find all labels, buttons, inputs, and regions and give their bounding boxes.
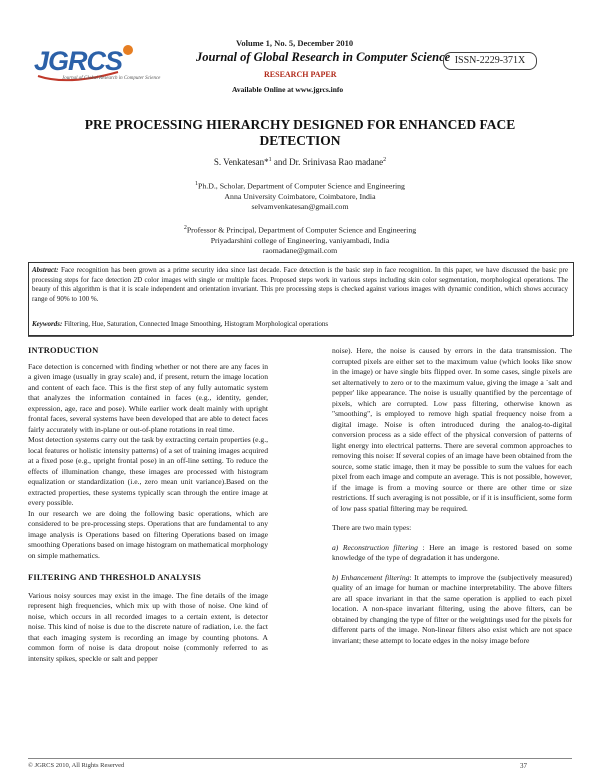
- paragraph: Most detection systems carry out the task by extracting certain properties (e.g., local features or holistic intensity patterns) of a set of training images acquired at a fixed pose (e.g., upright frontal pose) in an off-line setting. To reduce the effects of illumination change, these images are processed with histogram equalization or standardization (i.e., zero mean unit variance).Based on the extracted properties, these systems typically scan through the entire image at every possible.: [28, 435, 268, 507]
- online-availability: Available Online at www.jgrcs.info: [232, 85, 344, 94]
- enhancement-text: : It attempts to improve the (subjectively measured) quality of an image for human or machine interpretability. The above filters are all space invariant in that the same operation is applied to each pixel location. A non-space invariant filtering, using the above filters, can be obtained by changing the type of filter or the weightings used for the pixels for different parts of the image. Non-linear filters also exist which are not space invariant; these attempt to locate edges in the noisy image before: [332, 572, 572, 645]
- logo-wordmark: JGRCS: [34, 46, 123, 76]
- author-line: [100, 157, 500, 167]
- paragraph: In our research we are doing the following basic operations, which are considered to be pre-processing steps. Operations that are fundamental to any image analysis is Operations based on filtering Operations based on image smoothing Operations based on image histogram on mathematical morphology on simple mathematics.: [28, 508, 269, 560]
- aff-1-dept: Ph.D., Scholar, Department of Computer Science and Engineering: [198, 181, 405, 191]
- logo-tagline: Journal of Global Research in Computer Science: [62, 76, 161, 81]
- volume-info: Volume 1, No. 5, December 2010: [236, 38, 354, 48]
- aff-2-email: raomadane@gmail.com: [262, 245, 338, 255]
- aff-2-institution: Priyadarshini college of Engineering, vaniyambadi, India: [210, 235, 390, 245]
- author-1: S. Venkatesan*: [213, 157, 269, 167]
- keywords-text: Filtering, Hue, Saturation, Connected Image Smoothing, Histogram Morphological operations: [62, 320, 329, 328]
- section-heading-filtering: FILTERING AND THRESHOLD ANALYSIS: [28, 572, 202, 582]
- issn-badge: ISSN-2229-371X: [443, 52, 537, 70]
- page-number: 37: [520, 762, 527, 770]
- author-separator: and Dr. Srinivasa Rao madane: [271, 157, 384, 167]
- abstract-text: Face recognition has been grown as a prime security idea since last decade. Face detection is the basic step in face recognition. In this paper, we have discussed the basic pre processing steps for face detection 2D color images with single or multiple faces. Proposed steps work in various steps including skin color segmentation, morphological operations. The beauty of this algorithm is that it is scale independent and orientation invariant. This pre processing steps is checked against various images with dynamic condition, which shows accuracy range of 90% to 100 %.: [32, 266, 568, 303]
- affiliation-2: [80, 223, 520, 256]
- reconstruction-text: : Here an image is restored based on some knowledge of the type of degradation it has undergone.: [332, 542, 572, 562]
- paragraph: [332, 573, 572, 647]
- abstract-label: Abstract:: [32, 266, 59, 274]
- author-1-sup: 1: [268, 157, 272, 163]
- paper-type: RESEARCH PAPER: [264, 70, 337, 79]
- paragraph: [332, 543, 572, 564]
- paragraph: Various noisy sources may exist in the image. The fine details of the image represent high frequencies, which mix up with those of noise. One kind of noise, which occurs in all recorded images to a certain extent, is detector noise. This kind of noise is due to the discrete nature of radiation, i.e. the fact that each imaging system is recording an image by counting photons. A common form of noise is data dropout noise (commonly referred to as intensity spikes, speckle or salt and pepper: [28, 590, 268, 663]
- paper-title: PRE PROCESSING HIERARCHY DESIGNED FOR ENHANCED FACE DETECTION: [84, 117, 516, 148]
- enhancement-label: b) Enhancement filtering: [332, 572, 410, 582]
- aff-1-email: selvamvenkatesan@gmail.com: [251, 201, 349, 211]
- section-heading-introduction: INTRODUCTION: [28, 345, 99, 355]
- divider: [28, 336, 572, 337]
- author-2-sup: 2: [383, 157, 387, 163]
- affiliation-1: [80, 179, 520, 212]
- paragraph: There are two main types:: [332, 523, 412, 532]
- paragraph: Face detection is concerned with finding whether or not there are any faces in a given image (usually in gray scale) and, if present, return the image location and content of each face. This is the first step of any fully automatic system that analyzes the information contained in faces (e.g., identity, gender, expression, age, race and pose). While earlier work dealt mainly with upright frontal faces, several systems have been developed that are able to detect faces fairly accurately with in-plane or out-of-plane rotations in real time.: [28, 361, 268, 434]
- keywords-label: Keywords:: [32, 320, 63, 328]
- aff-1-institution: Anna University Coimbatore, Coimbatore, India: [224, 191, 376, 201]
- aff-2-dept: Professor & Principal, Department of Computer Science and Engineering: [186, 225, 417, 235]
- right-column: [332, 346, 572, 646]
- journal-name: Journal of Global Research in Computer Science: [196, 50, 451, 64]
- abstract: [32, 266, 568, 304]
- copyright: © JGRCS 2010, All Rights Reserved: [28, 762, 125, 769]
- paragraph: noise). Here, the noise is caused by errors in the data transmission. The corrupted pixels are either set to the maximum value (which looks like snow in the image) or have single bits flipped over. In some cases, single pixels are set alternatively to zero or to the maximum value, giving the image a `salt and pepper' like appearance. The noise is usually quantified by the percentage of pixels, which are corrupted. Low pass filtering, otherwise known as "smoothing", is employed to remove high spatial frequency noise from a digital image. Noise is often introduced during the analog-to-digital conversion process as a side effect of the physical conversion of patterns of light energy into electrical patterns. There are several common approaches to removing this noise: If several copies of an image have been obtained from the source, some static image, then it may be possible to sum the values for each pixel from each image and compute an average. This is not possible, however, if the image is from a moving source or there are other time or size restrictions. If such averaging is not possible, or if it is insufficient, some form of low pass spatial filtering may be required.: [332, 346, 572, 513]
- reconstruction-label: a) Reconstruction filtering: [332, 542, 418, 552]
- aff-1-sup: 1: [195, 181, 199, 187]
- aff-2-sup: 2: [183, 225, 187, 231]
- footer-rule: [28, 758, 572, 759]
- left-column: [28, 345, 268, 664]
- keywords: [32, 320, 568, 328]
